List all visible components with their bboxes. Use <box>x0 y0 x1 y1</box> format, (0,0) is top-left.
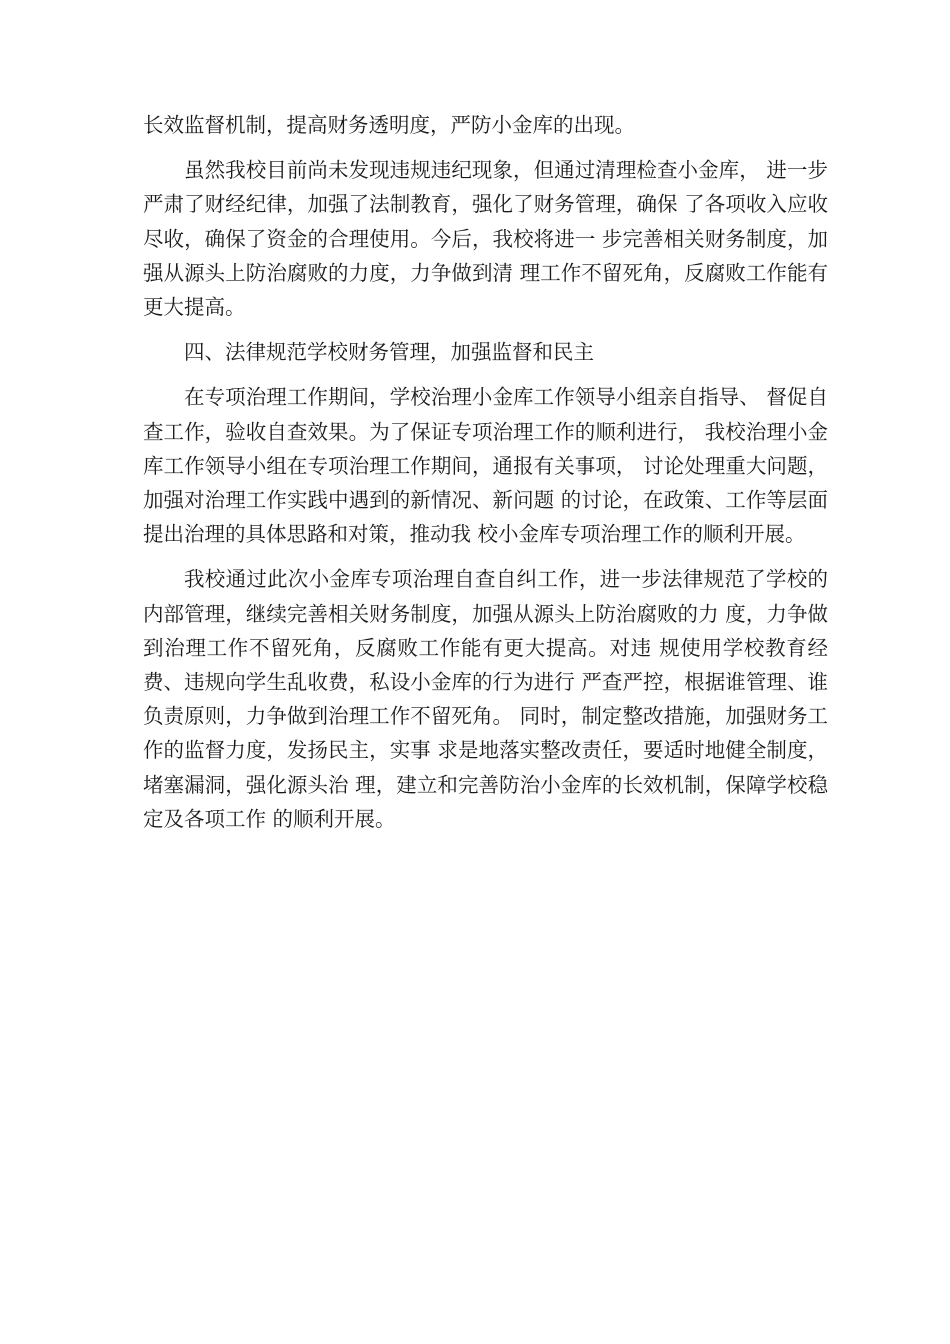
section-heading: 四、法律规范学校财务管理，加强监督和民主 <box>184 340 594 365</box>
paragraph-supervision: 在专项治理工作期间，学校治理小金库工作领导小组亲自指导、 督促自查工作，验收自查效果。为了保证专项治理工作的顺利进行， 我校治理小金库工作领导小组在专项治理工作期间，通报有关事项， 讨论处理重大问题，加强对治理工作实践中遇到的新情况、新问题 的讨论，在政策、工作等层面提出治理的具体思路和对策，推动我 校小金库专项治理工作的顺利开展。 <box>143 385 828 547</box>
document-page <box>143 108 828 836</box>
paragraph-summary: 虽然我校目前尚未发现违规违纪现象，但通过清理检查小金库， 进一步严肃了财经纪律，加强了法制教育，强化了财务管理，确保 了各项收入应收尽收，确保了资金的合理使用。今后，我校将进一 步完善相关财务制度，加强从源头上防治腐败的力度，力争做到清 理工作不留死角，反腐败工作能有更大提高。 <box>143 158 828 320</box>
paragraph-conclusion: 我校通过此次小金库专项治理自查自纠工作，进一步法律规范了学校的内部管理，继续完善相关财务制度，加强从源头上防治腐败的力 度，力争做到治理工作不留死角，反腐败工作能有更大提高。对违 规使用学校教育经费、违规向学生乱收费，私设小金库的行为进行 严查严控，根据谁管理、谁负责原则，力争做到治理工作不留死角。 同时，制定整改措施，加强财务工作的监督力度，发扬民主，实事 求是地落实整改责任，要适时地健全制度，堵塞漏洞，强化源头治 理，建立和完善防治小金库的长效机制，保障学校稳定及各项工作 的顺利开展。 <box>143 567 828 831</box>
paragraph-continuation: 长效监督机制，提高财务透明度，严防小金库的出现。 <box>143 113 635 137</box>
